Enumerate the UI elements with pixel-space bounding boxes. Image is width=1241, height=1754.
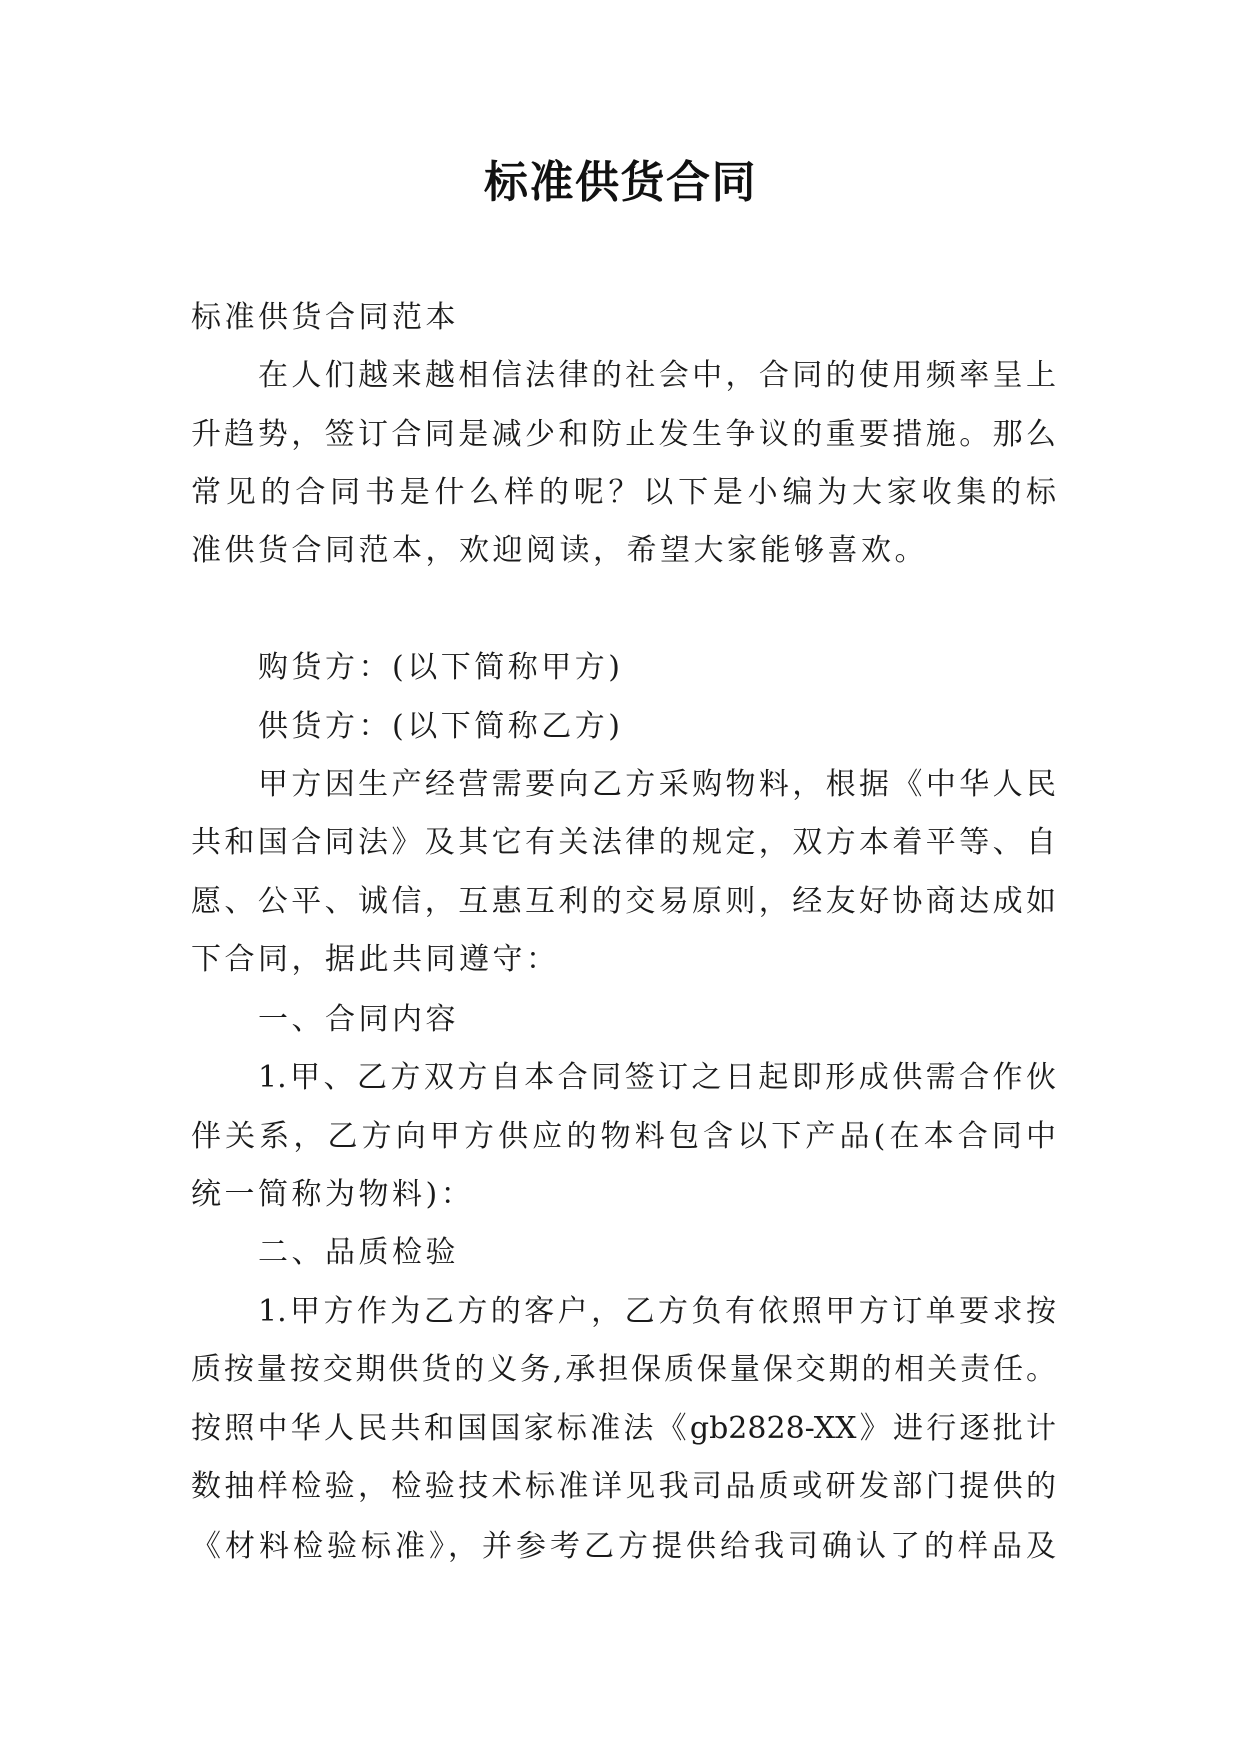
preamble-line: 共和国合同法》及其它有关法律的规定，双方本着平等、自 <box>191 825 1056 860</box>
buyer-line: 购货方：(以下简称甲方) <box>258 650 624 685</box>
supplier-line: 供货方：(以下简称乙方) <box>258 709 624 744</box>
preamble-line: 愿、公平、诚信，互惠互利的交易原则，经友好协商达成如 <box>191 884 1056 919</box>
document-subtitle: 标准供货合同范本 <box>191 300 459 335</box>
clause-line: 1.甲方作为乙方的客户，乙方负有依照甲方订单要求按 <box>258 1294 1056 1329</box>
document-title: 标准供货合同 <box>484 157 757 208</box>
preamble-line: 下合同，据此共同遵守： <box>191 942 560 977</box>
intro-paragraph-line: 升趋势，签订合同是减少和防止发生争议的重要措施。那么 <box>191 417 1056 452</box>
section-heading-contract-content: 一、合同内容 <box>258 1002 459 1037</box>
clause-line: 按照中华人民共和国国家标准法《gb2828-XX》进行逐批计 <box>191 1411 1056 1446</box>
clause-line: 伴关系，乙方向甲方供应的物料包含以下产品(在本合同中 <box>191 1119 1056 1154</box>
intro-paragraph-line: 常见的合同书是什么样的呢？以下是小编为大家收集的标 <box>191 475 1056 510</box>
intro-paragraph-line: 在人们越来越相信法律的社会中，合同的使用频率呈上 <box>258 358 1056 393</box>
clause-line: 《材料检验标准》，并参考乙方提供给我司确认了的样品及 <box>191 1529 1056 1564</box>
section-heading-quality-inspection: 二、品质检验 <box>258 1235 459 1270</box>
clause-line: 统一简称为物料)： <box>191 1177 475 1212</box>
clause-line: 数抽样检验，检验技术标准详见我司品质或研发部门提供的 <box>191 1469 1056 1504</box>
clause-line: 1.甲、乙方双方自本合同签订之日起即形成供需合作伙 <box>258 1060 1056 1095</box>
intro-paragraph-line: 准供货合同范本，欢迎阅读，希望大家能够喜欢。 <box>191 533 928 568</box>
preamble-line: 甲方因生产经营需要向乙方采购物料，根据《中华人民 <box>258 767 1056 802</box>
clause-line: 质按量按交期供货的义务,承担保质保量保交期的相关责任。 <box>191 1352 1056 1387</box>
